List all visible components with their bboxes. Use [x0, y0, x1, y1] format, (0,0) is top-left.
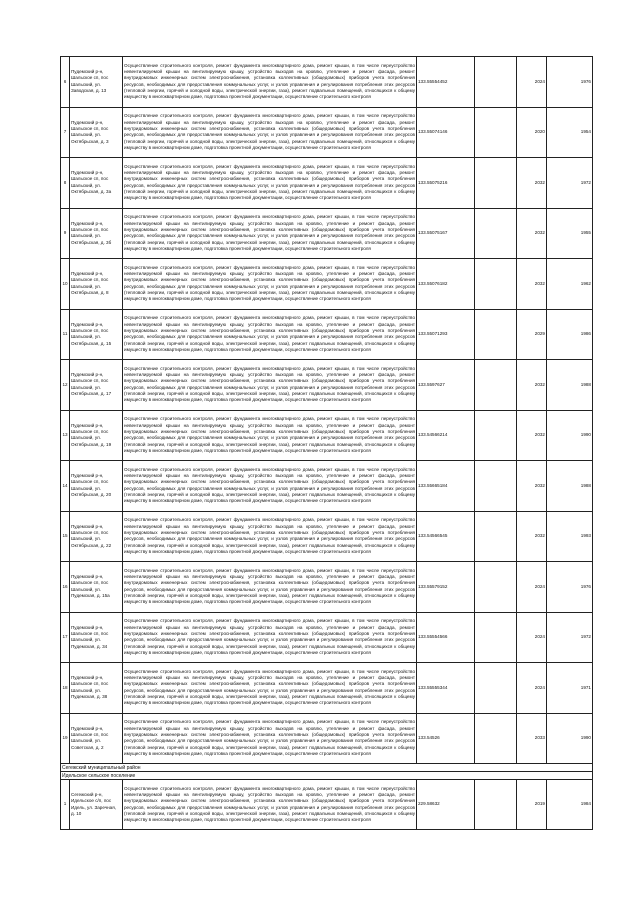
row-cadastral-code: 133.55075216 [417, 158, 475, 209]
row-built-year: 1971 [547, 663, 593, 714]
row-address: Пудемский р-н, Шальское сп, пос Шальский, ул. Заводская, д. 13 [70, 57, 123, 108]
row-address: Пудемский р-н, Шальское сп, пос Шальский, ул. Октябрьская, д. 20 [70, 461, 123, 512]
row-address: Пудемский р-н, Шальское сп, пос Шальский, ул. Октябрьская, д. 19 [70, 410, 123, 461]
row-empty-cell [475, 461, 517, 512]
row-works-description: Осуществление строительного контроля, ремонт фундамента многоквартирного дома, ремонт крыши, в том числе переустройство невентилируемой крыши на вентилируемую крышу, устройство выходов на кровлю, утепление и ремонт фасада, ремонт внутридомовых инженерных систем электроснабжения, установка коллективных (общедомовых) приборов учета потребления ресурсов, необходимых для предоставления коммунальных услуг, и узлов управления и регулирования потребления этих ресурсов (тепловой энергии, горячей и холодной воды, электрической энергии, газа), ремонт подвальных помещений, относящихся к общему имуществу в многоквартирном доме, подготовка проектной документации, осуществление строительного контроля [123, 562, 417, 613]
row-built-year: 1976 [547, 57, 593, 108]
row-address: Пудемский р-н, Шальское сп, пос Шальский, ул. Октябрьская, д. 3а [70, 158, 123, 209]
row-works-description: Осуществление строительного контроля, ремонт фундамента многоквартирного дома, ремонт крыши, в том числе переустройство невентилируемой крыши на вентилируемую крышу, устройство выходов на кровлю, утепление и ремонт фасада, ремонт внутридомовых инженерных систем электроснабжения, установка коллективных (общедомовых) приборов учета потребления ресурсов, необходимых для предоставления коммунальных услуг, и узлов управления и регулирования потребления этих ресурсов (тепловой энергии, горячей и холодной воды, электрической энергии, газа), ремонт подвальных помещений, относящихся к общему имуществу в многоквартирном доме, подготовка проектной документации, осуществление строительного контроля [123, 158, 417, 209]
row-number: 7 [61, 107, 70, 158]
row-empty-cell [475, 511, 517, 562]
row-built-year: 1988 [547, 360, 593, 411]
row-repair-year: 2024 [517, 57, 547, 108]
table-row [61, 208, 593, 259]
row-cadastral-code: 133.5597627 [417, 360, 475, 411]
row-number: 13 [61, 410, 70, 461]
table-row [61, 57, 593, 108]
table-row [61, 461, 593, 512]
row-works-description: Осуществление строительного контроля, ремонт фундамента многоквартирного дома, ремонт крыши, в том числе переустройство невентилируемой крыши на вентилируемую крышу, устройство выходов на кровлю, утепление и ремонт фасада, ремонт внутридомовых инженерных систем электроснабжения, установка коллективных (общедомовых) приборов учета потребления ресурсов, необходимых для предоставления коммунальных услуг, и узлов управления и регулирования потребления этих ресурсов (тепловой энергии, горячей и холодной воды, электрической энергии, газа), ремонт подвальных помещений, относящихся к общему имуществу в многоквартирном доме, подготовка проектной документации, осуществление строительного контроля [123, 259, 417, 310]
row-built-year: 1990 [547, 713, 593, 764]
table-row [61, 259, 593, 310]
row-repair-year: 2020 [517, 107, 547, 158]
row-number: 17 [61, 612, 70, 663]
table-row [61, 410, 593, 461]
row-works-description: Осуществление строительного контроля, ремонт фундамента многоквартирного дома, ремонт крыши, в том числе переустройство невентилируемой крыши на вентилируемую крышу, устройство выходов на кровлю, утепление и ремонт фасада, ремонт внутридомовых инженерных систем электроснабжения, установка коллективных (общедомовых) приборов учета потребления ресурсов, необходимых для предоставления коммунальных услуг, и узлов управления и регулирования потребления этих ресурсов (тепловой энергии, горячей и холодной воды, электрической энергии, газа), ремонт подвальных помещений, относящихся к общему имуществу в многоквартирном доме, подготовка проектной документации, осуществление строительного контроля [123, 461, 417, 512]
row-cadastral-code: 133.55554566 [417, 612, 475, 663]
row-built-year: 1976 [547, 562, 593, 613]
row-repair-year: 2029 [517, 309, 547, 360]
row-repair-year: 2032 [517, 511, 547, 562]
row-number: 10 [61, 259, 70, 310]
row-repair-year: 2024 [517, 663, 547, 714]
row-address: Пудемский р-н, Шальское сп, пос Шальский, ул. Советская, д. 2 [70, 713, 123, 764]
table-row [61, 158, 593, 209]
row-repair-year: 2033 [517, 713, 547, 764]
row-built-year: 1986 [547, 309, 593, 360]
row-address: Пудемский р-н, Шальское сп, пос Шальский, ул. Пудемская, д. 38 [70, 663, 123, 714]
row-number: 12 [61, 360, 70, 411]
row-built-year: 1972 [547, 158, 593, 209]
row-number: 1 [61, 780, 70, 830]
row-number: 8 [61, 158, 70, 209]
row-cadastral-code: 133.54526 [417, 713, 475, 764]
row-works-description: Осуществление строительного контроля, ремонт фундамента многоквартирного дома, ремонт крыши, в том числе переустройство невентилируемой крыши на вентилируемую крышу, устройство выходов на кровлю, утепление и ремонт фасада, ремонт внутридомовых инженерных систем электроснабжения, установка коллективных (общедомовых) приборов учета потребления ресурсов, необходимых для предоставления коммунальных услуг, и узлов управления и регулирования потребления этих ресурсов (тепловой энергии, горячей и холодной воды, электрической энергии, газа), ремонт подвальных помещений, относящихся к общему имуществу в многоквартирном доме, подготовка проектной документации, осуществление строительного контроля [123, 663, 417, 714]
row-cadastral-code: 133.54566214 [417, 410, 475, 461]
row-repair-year: 2032 [517, 461, 547, 512]
row-number: 11 [61, 309, 70, 360]
section-row-district [61, 764, 593, 772]
row-built-year: 1955 [547, 208, 593, 259]
row-address: Пудемский р-н, Шальское сп, пос Шальский, ул. Октябрьская, д. 22 [70, 511, 123, 562]
row-repair-year: 2032 [517, 360, 547, 411]
row-works-description: Осуществление строительного контроля, ремонт фундамента многоквартирного дома, ремонт крыши, в том числе переустройство невентилируемой крыши на вентилируемую крышу, устройство выходов на кровлю, утепление и ремонт фасада, ремонт внутридомовых инженерных систем электроснабжения, установка коллективных (общедомовых) приборов учета потребления ресурсов, необходимых для предоставления коммунальных услуг, и узлов управления и регулирования потребления этих ресурсов (тепловой энергии, горячей и холодной воды, электрической энергии, газа), ремонт подвальных помещений, относящихся к общему имуществу в многоквартирном доме, подготовка проектной документации, осуществление строительного контроля [123, 309, 417, 360]
row-repair-year: 2032 [517, 208, 547, 259]
row-built-year: 1990 [547, 410, 593, 461]
table-row [61, 360, 593, 411]
row-built-year: 1972 [547, 612, 593, 663]
table-row [61, 562, 593, 613]
table-row [61, 780, 593, 830]
row-empty-cell [475, 158, 517, 209]
row-empty-cell [475, 663, 517, 714]
row-built-year: 1984 [547, 780, 593, 830]
row-empty-cell [475, 107, 517, 158]
table-row [61, 309, 593, 360]
row-works-description: Осуществление строительного контроля, ремонт фундамента многоквартирного дома, ремонт крыши, в том числе переустройство невентилируемой крыши на вентилируемую крышу, устройство выходов на кровлю, утепление и ремонт фасада, ремонт внутридомовых инженерных систем электроснабжения, установка коллективных (общедомовых) приборов учета потребления ресурсов, необходимых для предоставления коммунальных услуг, и узлов управления и регулирования потребления этих ресурсов (тепловой энергии, горячей и холодной воды, электрической энергии, газа), ремонт подвальных помещений, относящихся к общему имуществу в многоквартирном доме, подготовка проектной документации, осуществление строительного контроля [123, 612, 417, 663]
row-address: Сегежский р-н, Идельское с/п, пос Идель, ул. Заречная, д. 10 [70, 780, 123, 830]
table-row [61, 713, 593, 764]
row-empty-cell [475, 57, 517, 108]
row-empty-cell [475, 309, 517, 360]
section-row-settlement [61, 772, 593, 780]
row-cadastral-code: 133.55554452 [417, 57, 475, 108]
row-built-year: 1954 [547, 107, 593, 158]
row-repair-year: 2032 [517, 259, 547, 310]
row-cadastral-code: 133.54566545 [417, 511, 475, 562]
row-empty-cell [475, 410, 517, 461]
row-repair-year: 2019 [517, 780, 547, 830]
row-address: Пудемский р-н, Шальское сп, пос Шальский, ул. Октябрьская, д. 3б [70, 208, 123, 259]
row-cadastral-code: 133.55555344 [417, 663, 475, 714]
row-address: Пудемский р-н, Шальское сп, пос Шальский, ул. Октябрьская, д. 17 [70, 360, 123, 411]
row-empty-cell [475, 208, 517, 259]
row-number: 6 [61, 57, 70, 108]
row-cadastral-code: 133.55075167 [417, 208, 475, 259]
row-works-description: Осуществление строительного контроля, ремонт фундамента многоквартирного дома, ремонт крыши, в том числе переустройство невентилируемой крыши на вентилируемую крышу, устройство выходов на кровлю, утепление и ремонт фасада, ремонт внутридомовых инженерных систем электроснабжения, установка коллективных (общедомовых) приборов учета потребления ресурсов, необходимых для предоставления коммунальных услуг, и узлов управления и регулирования потребления этих ресурсов (тепловой энергии, горячей и холодной воды, электрической энергии, газа), ремонт подвальных помещений, относящихся к общему имуществу в многоквартирном доме, подготовка проектной документации, осуществление строительного контроля [123, 511, 417, 562]
row-empty-cell [475, 713, 517, 764]
row-works-description: Осуществление строительного контроля, ремонт фундамента многоквартирного дома, ремонт крыши, в том числе переустройство невентилируемой крыши на вентилируемую крышу, устройство выходов на кровлю, утепление и ремонт фасада, ремонт внутридомовых инженерных систем электроснабжения, установка коллективных (общедомовых) приборов учета потребления ресурсов, необходимых для предоставления коммунальных услуг, и узлов управления и регулирования потребления этих ресурсов (тепловой энергии, горячей и холодной воды, электрической энергии, газа), ремонт подвальных помещений, относящихся к общему имуществу в многоквартирном доме, подготовка проектной документации, осуществление строительного контроля [123, 410, 417, 461]
row-number: 16 [61, 562, 70, 613]
row-works-description: Осуществление строительного контроля, ремонт фундамента многоквартирного дома, ремонт крыши, в том числе переустройство невентилируемой крыши на вентилируемую крышу, устройство выходов на кровлю, утепление и ремонт фасада, ремонт внутридомовых инженерных систем электроснабжения, установка коллективных (общедомовых) приборов учета потребления ресурсов, необходимых для предоставления коммунальных услуг, и узлов управления и регулирования потребления этих ресурсов (тепловой энергии, горячей и холодной воды, электрической энергии, газа), ремонт подвальных помещений, относящихся к общему имуществу в многоквартирном доме, подготовка проектной документации, осуществление строительного контроля [123, 57, 417, 108]
row-built-year: 1962 [547, 259, 593, 310]
row-repair-year: 2024 [517, 612, 547, 663]
table-row [61, 663, 593, 714]
row-number: 15 [61, 511, 70, 562]
row-number: 18 [61, 663, 70, 714]
section-district-label: Сегежский муниципальный район [61, 764, 593, 772]
row-repair-year: 2024 [517, 562, 547, 613]
row-empty-cell [475, 780, 517, 830]
row-address: Пудемский р-н, Шальское сп, пос Шальский, ул. Пудемская, д. 15а [70, 562, 123, 613]
row-empty-cell [475, 562, 517, 613]
row-empty-cell [475, 259, 517, 310]
row-cadastral-code: 133.55076182 [417, 259, 475, 310]
row-cadastral-code: 133.55665184 [417, 461, 475, 512]
row-built-year: 1988 [547, 461, 593, 512]
row-works-description: Осуществление строительного контроля, ремонт фундамента многоквартирного дома, ремонт крыши, в том числе переустройство невентилируемой крыши на вентилируемую крышу, устройство выходов на кровлю, утепление и ремонт фасада, ремонт внутридомовых инженерных систем электроснабжения, установка коллективных (общедомовых) приборов учета потребления ресурсов, необходимых для предоставления коммунальных услуг, и узлов управления и регулирования потребления этих ресурсов (тепловой энергии, горячей и холодной воды, электрической энергии, газа), ремонт подвальных помещений, относящихся к общему имуществу в многоквартирном доме, подготовка проектной документации, осуществление строительного контроля [123, 107, 417, 158]
row-works-description: Осуществление строительного контроля, ремонт фундамента многоквартирного дома, ремонт крыши, в том числе переустройство невентилируемой крыши на вентилируемую крышу, устройство выходов на кровлю, утепление и ремонт фасада, ремонт внутридомовых инженерных систем электроснабжения, установка коллективных (общедомовых) приборов учета потребления ресурсов, необходимых для предоставления коммунальных услуг, и узлов управления и регулирования потребления этих ресурсов (тепловой энергии, горячей и холодной воды, электрической энергии, газа), ремонт подвальных помещений, относящихся к общему имуществу в многоквартирном доме, подготовка проектной документации, осуществление строительного контроля [123, 713, 417, 764]
row-repair-year: 2032 [517, 158, 547, 209]
capital-repair-table [60, 56, 593, 830]
row-address: Пудемский р-н, Шальское сп, пос Шальский, ул. Пудемская, д. 34 [70, 612, 123, 663]
row-cadastral-code: 229.58632 [417, 780, 475, 830]
row-address: Пудемский р-н, Шальское сп, пос Шальский, ул. Октябрьская, д. 8 [70, 259, 123, 310]
row-cadastral-code: 133.55074146 [417, 107, 475, 158]
row-cadastral-code: 133.55579152 [417, 562, 475, 613]
row-works-description: Осуществление строительного контроля, ремонт фундамента многоквартирного дома, ремонт крыши, в том числе переустройство невентилируемой крыши на вентилируемую крышу, устройство выходов на кровлю, утепление и ремонт фасада, ремонт внутридомовых инженерных систем электроснабжения, установка коллективных (общедомовых) приборов учета потребления ресурсов, необходимых для предоставления коммунальных услуг, и узлов управления и регулирования потребления этих ресурсов (тепловой энергии, горячей и холодной воды, электрической энергии, газа), ремонт подвальных помещений, относящихся к общему имуществу в многоквартирном доме, подготовка проектной документации, осуществление строительного контроля [123, 360, 417, 411]
row-empty-cell [475, 612, 517, 663]
row-number: 9 [61, 208, 70, 259]
row-address: Пудемский р-н, Шальское сп, пос Шальский, ул. Октябрьская, д. 3 [70, 107, 123, 158]
table-row [61, 511, 593, 562]
row-works-description: Осуществление строительного контроля, ремонт фундамента многоквартирного дома, ремонт крыши, в том числе переустройство невентилируемой крыши на вентилируемую крышу, устройство выходов на кровлю, утепление и ремонт фасада, ремонт внутридомовых инженерных систем электроснабжения, установка коллективных (общедомовых) приборов учета потребления ресурсов, необходимых для предоставления коммунальных услуг, и узлов управления и регулирования потребления этих ресурсов (тепловой энергии, горячей и холодной воды, электрической энергии, газа), ремонт подвальных помещений, относящихся к общему имуществу в многоквартирном доме, подготовка проектной документации, осуществление строительного контроля [123, 780, 417, 830]
row-built-year: 1993 [547, 511, 593, 562]
table-row [61, 612, 593, 663]
row-cadastral-code: 133.55071293 [417, 309, 475, 360]
row-address: Пудемский р-н, Шальское сп, пос Шальский, ул. Октябрьская, д. 15 [70, 309, 123, 360]
section-settlement-label: Идельское сельское поселение [61, 772, 593, 780]
row-works-description: Осуществление строительного контроля, ремонт фундамента многоквартирного дома, ремонт крыши, в том числе переустройство невентилируемой крыши на вентилируемую крышу, устройство выходов на кровлю, утепление и ремонт фасада, ремонт внутридомовых инженерных систем электроснабжения, установка коллективных (общедомовых) приборов учета потребления ресурсов, необходимых для предоставления коммунальных услуг, и узлов управления и регулирования потребления этих ресурсов (тепловой энергии, горячей и холодной воды, электрической энергии, газа), ремонт подвальных помещений, относящихся к общему имуществу в многоквартирном доме, подготовка проектной документации, осуществление строительного контроля [123, 208, 417, 259]
row-number: 19 [61, 713, 70, 764]
row-empty-cell [475, 360, 517, 411]
row-repair-year: 2032 [517, 410, 547, 461]
row-number: 14 [61, 461, 70, 512]
table-row [61, 107, 593, 158]
